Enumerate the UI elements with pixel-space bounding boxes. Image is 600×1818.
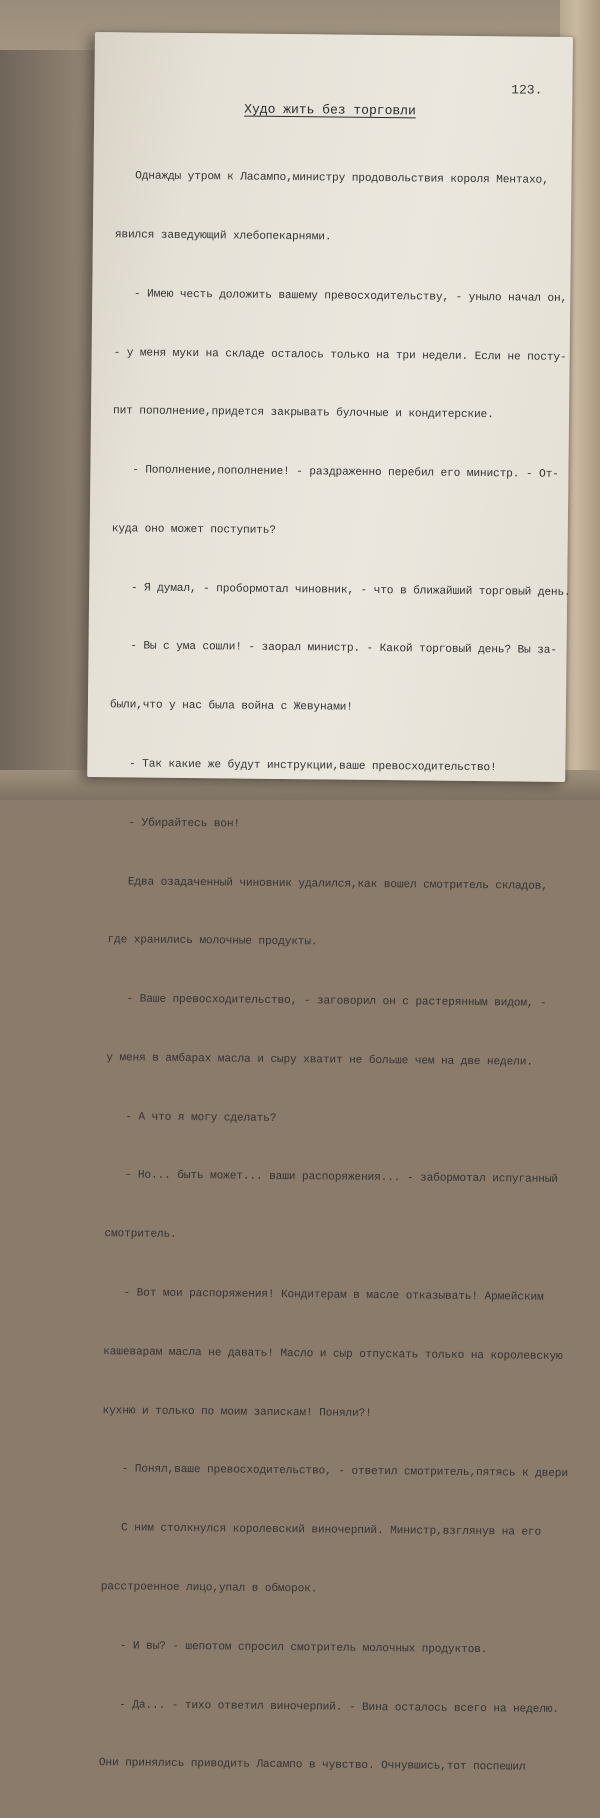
text-line: пит пополнение,придется закрывать булочные и кондитерские.	[112, 405, 494, 422]
text-line: - Так какие же будут инструкции,ваше превосходительство!	[109, 758, 497, 775]
text-line: Однажды утром к Ласампо,министру продовольствия короля Ментахо,	[115, 170, 549, 187]
text-line: - Я думал, - пробормотал чиновник, - что в ближайший торговый день.	[111, 581, 571, 599]
document-page	[87, 32, 573, 1774]
body-text	[98, 128, 571, 1818]
text-line: - Вот мои распоряжения! Кондитерам в масле отказывать! Армейским	[103, 1287, 544, 1304]
text-line: расстроенное лицо,упал в обморок.	[100, 1581, 318, 1596]
text-line: Они принялись приводить Ласампо в чувство. Очнувшись,тот поспешил	[98, 1757, 526, 1774]
text-line: у меня в амбарах масла и сыру хватит не больше чем на две недели.	[106, 1052, 533, 1069]
text-line: - Имею честь доложить вашему превосходительству, - уныло начал он,	[114, 287, 568, 305]
text-line: - Да... - тихо ответил виночерпий. - Вина осталось всего на неделю.	[99, 1698, 559, 1716]
text-line: кухню и только по моим запискам! Поняли?!	[102, 1404, 372, 1420]
text-line: смотритель.	[104, 1228, 177, 1242]
text-line: - Пополнение,пополнение! - раздраженно перебил его министр. - От-	[112, 464, 559, 481]
text-line: - Но... быть может... ваши распоряжения... - забормотал испуганный	[104, 1169, 558, 1187]
text-line: С ним столкнулся королевский виночерпий. Министр,взглянув на его	[101, 1522, 542, 1539]
text-line: - у меня муки на складе осталось только на три недели. Если не посту-	[113, 346, 567, 364]
text-line: - Убирайтесь вон!	[108, 816, 241, 831]
page-number: 123.	[511, 82, 543, 98]
text-line: - А что я могу сделать?	[105, 1110, 277, 1125]
text-line: - Ваше превосходительство, - заговорил он с растерянным видом, -	[106, 993, 547, 1010]
text-line: - Вы с ума сошли! - заорал министр. - Какой торговый день? Вы за-	[110, 640, 557, 658]
text-line: были,что у нас была война с Жевунами!	[109, 699, 353, 714]
text-line: где хранились молочные продукты.	[107, 934, 318, 949]
text-line: - Понял,ваше превосходительство, - ответил смотритель,пятясь к двери	[101, 1463, 568, 1481]
text-line: кашеварам масла не давать! Масло и сыр отпускать только на королевскую	[103, 1345, 563, 1363]
text-line: куда оно может поступить?	[111, 523, 276, 537]
page-title: Худо жить без торговли	[244, 101, 416, 119]
text-line: Едва озадаченный чиновник удалился,как вошел смотритель складов,	[108, 875, 548, 893]
text-line: - И вы? - шепотом спросил смотритель молочных продуктов.	[100, 1639, 488, 1656]
text-line: явился заведующий хлебопекарнями.	[114, 229, 332, 244]
